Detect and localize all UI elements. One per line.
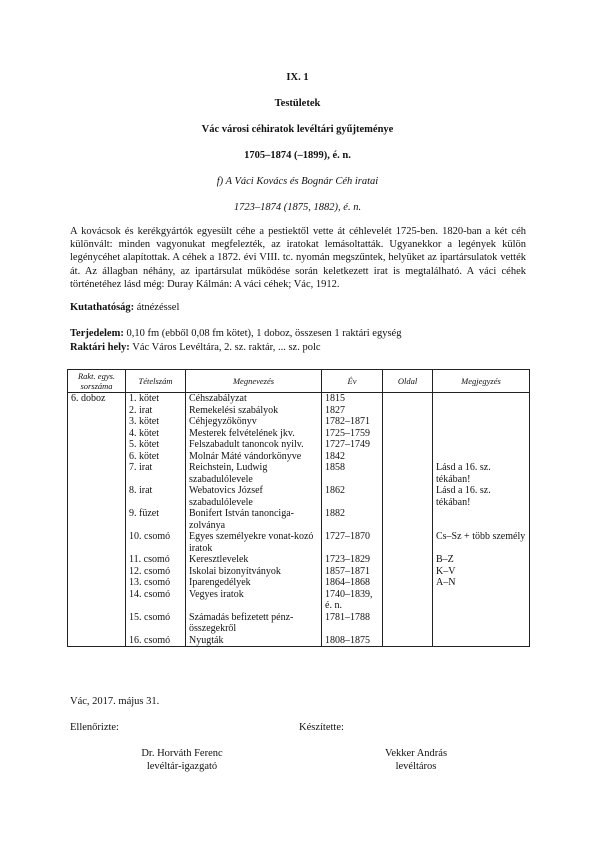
year-cell: 1858 [322, 462, 383, 485]
page-cell [383, 462, 433, 485]
year-cell: 1782–1871 [322, 416, 383, 428]
section-number: IX. 1 [286, 72, 309, 83]
header-year: Év [322, 370, 383, 393]
name-cell: Céhszabályzat [186, 393, 322, 405]
note-cell [433, 416, 530, 428]
fonds-dates: 1723–1874 (1875, 1882), é. n. [233, 202, 362, 213]
category-heading: Testületek [274, 98, 321, 109]
research-value: átnézéssel [134, 302, 180, 313]
unit-number-cell [68, 589, 126, 612]
header-name: Megnevezés [186, 370, 322, 393]
page-cell [383, 485, 433, 508]
name-cell: Iskolai bizonyítványok [186, 566, 322, 578]
year-cell: 1842 [322, 451, 383, 463]
extent-label: Terjedelem: [70, 328, 124, 339]
page-cell [383, 508, 433, 531]
note-cell [433, 612, 530, 635]
unit-number-cell [68, 416, 126, 428]
table-header-row [68, 370, 530, 393]
item-number-cell: 16. csomó [126, 635, 186, 647]
note-cell [433, 393, 530, 405]
year-cell: 1723–1829 [322, 554, 383, 566]
name-cell: Nyugták [186, 635, 322, 647]
name-cell: Céhjegyzőkönyv [186, 416, 322, 428]
note-cell [433, 589, 530, 612]
page-cell [383, 531, 433, 554]
unit-number-cell [68, 439, 126, 451]
name-cell: Iparengedélyek [186, 577, 322, 589]
page-cell [383, 439, 433, 451]
unit-number-cell [68, 508, 126, 531]
name-cell: Remekelési szabályok [186, 405, 322, 417]
item-number-cell: 15. csomó [126, 612, 186, 635]
note-cell [433, 451, 530, 463]
table-row [68, 531, 530, 554]
table-row [68, 439, 530, 451]
description-paragraph: A kovácsok és kerékgyártók egyesült céhe a pestiektől vette át céhlevelét 1725-ben. 1820-ban a két céh különvált: minden vagyonukat megfelezték, az iratokat lemásoltatták. Ugyanekkor a legények külön legénycéhet alapítottak. A céhek a 1872. évi VIII. tc. nyomán megszűntek, helyüket az ipartársulatok vették át. Az állagban néhány, az ipartársulat működése során keletkezett irat is megtalálható. A váci céhek történetéhez lásd még: Duray Kálmán: A váci céhek; Vác, 1912. [70, 226, 526, 290]
year-cell: 1827 [322, 405, 383, 417]
note-cell: A–N [433, 577, 530, 589]
note-cell [433, 428, 530, 440]
extent-value: 0,10 fm (ebből 0,08 fm kötet), 1 doboz, összesen 1 raktári egység [123, 328, 402, 339]
year-cell: 1862 [322, 485, 383, 508]
note-cell [433, 439, 530, 451]
page-cell [383, 635, 433, 647]
page-cell [383, 554, 433, 566]
year-cell: 1882 [322, 508, 383, 531]
table-row [68, 451, 530, 463]
checked-by-label: Ellenőrizte: [70, 722, 119, 733]
header-item-number: Tételszám [126, 370, 186, 393]
page-cell [383, 393, 433, 405]
item-number-cell: 10. csomó [126, 531, 186, 554]
year-cell: 1725–1759 [322, 428, 383, 440]
collection-dates: 1705–1874 (–1899), é. n. [244, 150, 351, 161]
note-cell [433, 635, 530, 647]
year-cell: 1808–1875 [322, 635, 383, 647]
inventory-table [67, 369, 530, 647]
unit-number-cell [68, 485, 126, 508]
name-cell: Egyes személyekre vonat-kozó iratok [186, 531, 322, 554]
unit-number-cell [68, 462, 126, 485]
page-cell [383, 577, 433, 589]
unit-number-cell [68, 554, 126, 566]
fonds-subtitle: f) A Váci Kovács és Bognár Céh iratai [216, 176, 379, 187]
table-row [68, 462, 530, 485]
name-cell: Bonifert István tanonciga-zolványa [186, 508, 322, 531]
table-row [68, 566, 530, 578]
header-unit-number: Rakt. egys. sorszáma [68, 370, 126, 393]
item-number-cell: 5. kötet [126, 439, 186, 451]
name-cell: Számadás befizetett pénz-összegekről [186, 612, 322, 635]
checker-name: Dr. Horváth Ferenc [141, 748, 223, 759]
note-cell [433, 508, 530, 531]
table-row [68, 485, 530, 508]
extent-line [70, 327, 401, 340]
table-row [68, 508, 530, 531]
page-cell [383, 566, 433, 578]
unit-number-cell [68, 566, 126, 578]
page-cell [383, 451, 433, 463]
item-number-cell: 2. irat [126, 405, 186, 417]
header-note: Megjegyzés [433, 370, 530, 393]
name-cell: Vegyes iratok [186, 589, 322, 612]
year-cell: 1815 [322, 393, 383, 405]
name-cell: Reichstein, Ludwig szabadulólevele [186, 462, 322, 485]
table-row [68, 635, 530, 647]
location-label: Raktári hely: [70, 342, 130, 353]
item-number-cell: 14. csomó [126, 589, 186, 612]
page-cell [383, 428, 433, 440]
table-row [68, 393, 530, 405]
page-cell [383, 589, 433, 612]
unit-number-cell [68, 577, 126, 589]
item-number-cell: 13. csomó [126, 577, 186, 589]
research-label: Kutathatóság: [70, 302, 135, 313]
year-cell: 1727–1749 [322, 439, 383, 451]
name-cell: Mesterek felvételének jkv. [186, 428, 322, 440]
header-page: Oldal [383, 370, 433, 393]
prepared-by-label: Készítette: [299, 722, 344, 733]
table-row [68, 416, 530, 428]
table-row [68, 554, 530, 566]
name-cell: Felszabadult tanoncok nyilv. [186, 439, 322, 451]
note-cell [433, 405, 530, 417]
year-cell: 1864–1868 [322, 577, 383, 589]
item-number-cell: 9. füzet [126, 508, 186, 531]
year-cell: 1781–1788 [322, 612, 383, 635]
checker-title: levéltár-igazgató [146, 761, 218, 772]
year-cell: 1857–1871 [322, 566, 383, 578]
table-row [68, 612, 530, 635]
item-number-cell: 7. irat [126, 462, 186, 485]
note-cell: B–Z [433, 554, 530, 566]
unit-number-cell [68, 531, 126, 554]
item-number-cell: 6. kötet [126, 451, 186, 463]
year-cell: 1727–1870 [322, 531, 383, 554]
unit-number-cell [68, 428, 126, 440]
unit-number-cell [68, 635, 126, 647]
item-number-cell: 11. csomó [126, 554, 186, 566]
page-cell [383, 416, 433, 428]
note-cell: Cs–Sz + több személy [433, 531, 530, 554]
note-cell: Lásd a 16. sz. tékában! [433, 462, 530, 485]
note-cell: K–V [433, 566, 530, 578]
location-line [70, 341, 321, 354]
name-cell: Webatovics József szabadulólevele [186, 485, 322, 508]
table-row [68, 589, 530, 612]
item-number-cell: 3. kötet [126, 416, 186, 428]
preparer-name: Vekker András [384, 748, 448, 759]
table-row [68, 577, 530, 589]
page-cell [383, 612, 433, 635]
item-number-cell: 4. kötet [126, 428, 186, 440]
preparer-title: levéltáros [395, 761, 437, 772]
location-value: Vác Város Levéltára, 2. sz. raktár, ... sz. polc [129, 342, 321, 353]
year-cell: 1740–1839, é. n. [322, 589, 383, 612]
unit-number-cell [68, 612, 126, 635]
name-cell: Molnár Máté vándorkönyve [186, 451, 322, 463]
table-row [68, 428, 530, 440]
page-cell [383, 405, 433, 417]
unit-number-cell [68, 405, 126, 417]
note-cell: Lásd a 16. sz. tékában! [433, 485, 530, 508]
research-line [70, 301, 179, 314]
item-number-cell: 12. csomó [126, 566, 186, 578]
table-row [68, 405, 530, 417]
item-number-cell: 1. kötet [126, 393, 186, 405]
collection-title: Vác városi céhiratok levéltári gyűjteménye [201, 124, 394, 135]
unit-number-cell [68, 451, 126, 463]
name-cell: Keresztlevelek [186, 554, 322, 566]
unit-number-cell: 6. doboz [68, 393, 126, 405]
place-date: Vác, 2017. május 31. [70, 696, 160, 707]
item-number-cell: 8. irat [126, 485, 186, 508]
